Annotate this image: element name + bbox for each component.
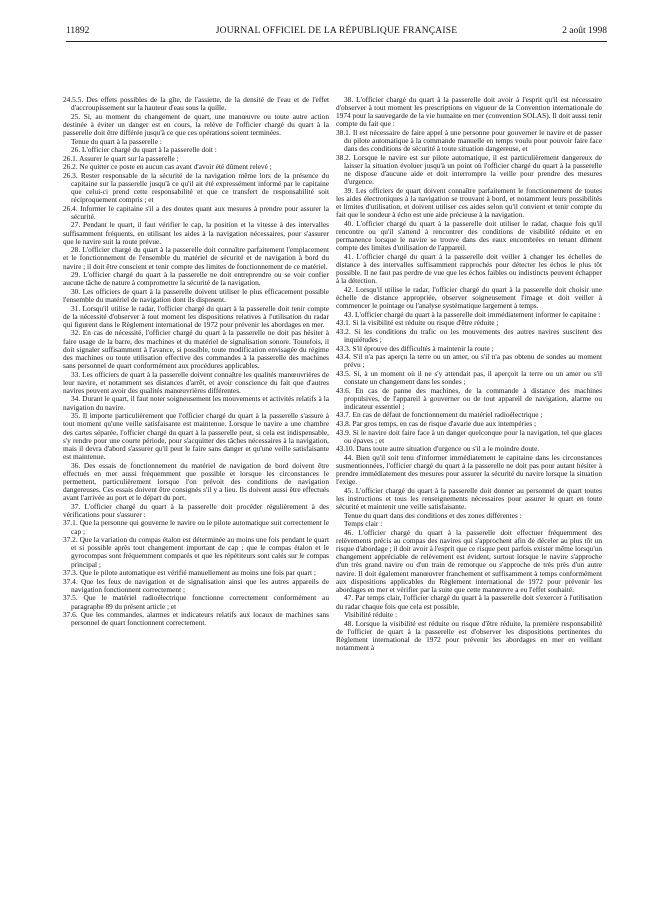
paragraph: 39. Les officiers de quart doivent connaître parfaitement le fonctionnement de toutes les aides électroniques à la navigation se trouvant à bord, et notamment leurs possibilités et limites d'utilisation, et doivent utiliser ces aides selon qu'il convient et tenir compte du fait que le sondeur à écho est une aide précieuse à la navigation. bbox=[336, 185, 602, 220]
list-item: 37.6. Que les commandes, alarmes et indicateurs relatifs aux locaux de machines sans personnel de quart fonctionnent correctement. bbox=[63, 610, 329, 628]
list-item: 37.4. Que les feux de navigation et de signalisation ainsi que les autres appareils de navigation fonctionnent correctement ; bbox=[63, 576, 329, 594]
list-item: 37.3. Que le pilote automatique est vérifié manuellement au moins une fois par quart ; bbox=[63, 568, 316, 578]
list-item: 38.1. Il est nécessaire de faire appel à une personne pour gouverner le navire et de passer du pilote automatique à la commande manuelle en temps voulu pour pouvoir faire face dans des conditions de sécurité à toute situation dangereuse, et bbox=[336, 128, 602, 154]
list-item: 43.6. En cas de panne des machines, de la commande à distance des machines propulsives, de l'appareil à gouverner ou de tout appareil de navigation, alarme ou indicateur essentiel ; bbox=[336, 385, 602, 411]
paragraph: 27. Pendant le quart, il faut vérifier le cap, la position et la vitesse à des intervalles suffisamment fréquents, en utilisant les aides à la navigation nécessaires, pour s'assurer que le navire suit la route prévue. bbox=[63, 220, 329, 246]
paragraph: 25. Si, au moment du changement de quart, une manœuvre ou toute autre action destinée à éviter un danger est en cours, la relève de l'officier chargé du quart à la passerelle doit être différée jusqu'à ce que ces opérations soient terminées. bbox=[63, 111, 329, 138]
list-item: 43.10. Dans toute autre situation d'urgence ou s'il a le moindre doute. bbox=[336, 444, 540, 454]
page-number: 11892 bbox=[66, 26, 90, 36]
paragraph: 47. Par temps clair, l'officier chargé du quart à la passerelle doit s'exercer à l'utilisation du radar chaque fois que cela est possible. bbox=[336, 593, 602, 611]
paragraph: 28. L'officier chargé du quart à la passerelle doit connaître parfaitement l'emplacement et le fonctionnement de l'ensemble du matériel de sécurité et de navigation à bord du navire ; il doit être conscient et tenir compte des limites de fonctionnement de ce matériel. bbox=[63, 245, 329, 271]
list-item: 38.2. Lorsque le navire est sur pilote automatique, il est particulièrement dangereux de laisser la situation évoluer jusqu'à un point où l'officier chargé du quart à la passerelle ne dispose d'aucune aide et doit interrompre la veille pour prendre des mesures d'urgence. bbox=[336, 152, 602, 187]
paragraph: 38. L'officier chargé du quart à la passerelle doit avoir à l'esprit qu'il est nécessaire d'observer à tout moment les prescriptions en vigueur de la Convention internationale de 1974 pour la sauvegarde de la vie humaine en mer (convention SOLAS). Il doit aussi tenir compte du fait que : bbox=[336, 96, 602, 129]
list-item: 37.5. Que le matériel radioélectrique fonctionne correctement conformément au paragraphe 89 du présent article ; et bbox=[63, 593, 329, 611]
paragraph: 35. Il importe particulièrement que l'officier chargé du quart à la passerelle s'assure à tout moment qu'une veille satisfaisante est maintenue. Lorsque le navire a une chambre des cartes séparée, l'officier chargé du quart à la passerelle peut, si cela est indispensable, s'y rendre pour une courte période, pour s'acquitter des tâches nécessaires à la navigation, mais il devra d'abord s'assurer qu'il peut le faire sans danger et qu'une veille satisfaisante est maintenue. bbox=[63, 411, 329, 461]
paragraph: 30. Les officiers de quart à la passerelle doivent utiliser le plus efficacement possible l'ensemble du matériel de navigation dont ils disposent. bbox=[63, 286, 329, 305]
paragraph: 36. Des essais de fonctionnement du matériel de navigation de bord doivent être effectués en mer aussi fréquemment que possible et lorsque les circonstances le permettent, particulièrement lorsque l'on prévoit des conditions de navigation dangereuses. Ces essais doivent être consignés s'il y a lieu. Ils doivent aussi être effectués avant l'arrivée au port et le départ du port. bbox=[63, 460, 329, 503]
list-item: 43.4. S'il n'a pas aperçu la terre ou un amer, ou s'il n'a pas obtenu de sondes au moment prévu ; bbox=[336, 352, 602, 370]
paragraph: 43. L'officier chargé du quart à la passerelle doit immédiatement informer le capitaine : bbox=[344, 309, 601, 319]
header-rule bbox=[66, 41, 607, 42]
paragraph: 31. Lorsqu'il utilise le radar, l'officier chargé du quart à la passerelle doit tenir compte de la nécessité d'observer à tout moment les dispositions relatives à l'utilisation du radar qui figurent dans le Règlement international de 1972 pour prévenir les abordages en mer. bbox=[63, 303, 329, 329]
paragraph: Visibilité réduite : bbox=[344, 610, 397, 620]
list-item: 24.5.5. Des effets possibles de la gîte, de l'assiette, de la densité de l'eau et de l'effet d'accroupissement sur la hauteur d'eau sous la quille. bbox=[63, 96, 329, 113]
list-item: 43.3. S'il éprouve des difficultés à maintenir la route ; bbox=[336, 343, 494, 353]
paragraph: Tenue du quart à la passerelle : bbox=[71, 136, 162, 146]
paragraph: 41. L'officier chargé du quart à la passerelle doit veiller à changer les échelles de distance à des intervalles suffisamment rapprochés pour détecter les échos le plus tôt possible. Il ne faut pas perdre de vue que les échos faibles ou indistincts peuvent échapper à la détection. bbox=[336, 251, 602, 286]
paragraph: 33. Les officiers de quart à la passerelle doivent connaître les qualités manœuvrières de leur navire, et notamment ses distances d'arrêt, et avoir conscience du fait que d'autres navires peuvent avoir des qualités manœuvrières différentes. bbox=[63, 369, 329, 395]
left-column bbox=[63, 96, 329, 896]
journal-title: JOURNAL OFFICIEL DE LA RÉPUBLIQUE FRANÇAISE bbox=[215, 26, 458, 36]
paragraph: 46. L'officier chargé du quart à la passerelle doit effectuer fréquemment des relèvements précis au compas des navires qui s'approchent afin de déceler au plus tôt un risque d'abordage ; il doit avoir à l'esprit que ce risque peut parfois exister même lorsqu'un changement appréciable de relèvement est évident, surtout lorsque le navire s'approche d'un très grand navire ou d'un train de remorque ou s'approche de très près d'un autre navire. Il doit également manœuvrer franchement et suffisamment à temps conformément aux dispositions applicables du Règlement international de 1972 pour prévenir les abordages en mer et vérifier par la suite que cette manœuvre a eu l'effet souhaité. bbox=[336, 527, 602, 594]
paragraph: 32. En cas de nécessité, l'officier chargé du quart à la passerelle ne doit pas hésiter à faire usage de la barre, des machines et du matériel de signalisation sonore. Toutefois, il doit signaler suffisamment à l'avance, si possible, toute modification envisagée du régime des machines ou toute utilisation effective des commandes à la passerelle des machines sans personnel de quart conformément aux procédures applicables. bbox=[63, 328, 329, 371]
paragraph: Tenue du quart dans des conditions et des zones différentes : bbox=[344, 510, 522, 520]
paragraph: 42. Lorsqu'il utilise le radar, l'officier chargé du quart à la passerelle doit choisir une échelle de distance appropriée, observer soigneusement l'image et doit veiller à commencer le pointage ou l'analyse systématique largement à temps. bbox=[336, 284, 602, 311]
list-item: 43.7. En cas de défaut de fonctionnement du matériel radioélectrique ; bbox=[336, 410, 543, 420]
list-item: 26.1. Assurer le quart sur la passerelle ; bbox=[63, 153, 179, 163]
paragraph: 48. Lorsque la visibilité est réduite ou risque d'être réduite, la première responsabilité de l'officier de quart à la passerelle est d'observer les dispositions pertinentes du Règlement international de 1972 pour prévenir les abordages en mer en veillant notamment à bbox=[336, 618, 602, 653]
list-item: 43.9. Si le navire doit faire face à un danger quelconque pour la navigation, tel que glaces ou épaves ; et bbox=[336, 427, 602, 445]
paragraph: 40. L'officier chargé du quart à la passerelle doit utiliser le radar, chaque fois qu'il rencontre ou qu'il s'attend à rencontrer des conditions de visibilité réduite et en permanence lorsque le navire se trouve dans des eaux encombrées en tenant dûment compte des limites d'utilisation de l'appareil. bbox=[336, 218, 602, 253]
right-column bbox=[336, 96, 602, 896]
list-item: 43.5. Si, à un moment où il ne s'y attendait pas, il aperçoit la terre ou un amer ou s'il constate un changement dans les sondes ; bbox=[336, 368, 602, 386]
publication-date: 2 août 1998 bbox=[562, 26, 607, 36]
list-item: 43.1. Si la visibilité est réduite ou risque d'être réduite ; bbox=[336, 318, 499, 328]
paragraph: 44. Bien qu'il soit tenu d'informer immédiatement le capitaine dans les circonstances susmentionnées, l'officier chargé du quart à la passerelle ne doit pas pour autant hésiter à prendre immédiatement des mesures pour assurer la sécurité du navire lorsque la situation l'exige. bbox=[336, 452, 602, 487]
list-item: 26.4. Informer le capitaine s'il a des doutes quant aux mesures à prendre pour assurer la sécurité. bbox=[63, 203, 329, 221]
list-item: 43.8. Par gros temps, en cas de risque d'avarie due aux intempéries ; bbox=[336, 418, 537, 428]
paragraph: 37. L'officier chargé du quart à la passerelle doit procéder régulièrement à des vérifications pour s'assurer : bbox=[63, 501, 329, 519]
paragraph: 29. L'officier chargé du quart à la passerelle ne doit entreprendre ou se voir confier aucune tâche de nature à compromettre la sécurité de la navigation. bbox=[63, 270, 329, 288]
paragraph: Temps clair : bbox=[344, 519, 383, 529]
paragraph: 45. L'officier chargé du quart à la passerelle doit donner au personnel de quart toutes les instructions et tous les renseignements nécessaires pour assurer le quart en toute sécurité et maintenir une veille satisfaisante. bbox=[336, 485, 602, 512]
list-item: 26.3. Rester responsable de la sécurité de la navigation même lors de la présence du capitaine sur la passerelle jusqu'à ce qu'il ait été expressément informé par le capitaine que celui-ci prend cette responsabilité et que ce transfert de responsabilité soit réciproquement compris ; et bbox=[63, 170, 329, 205]
paragraph: 34. Durant le quart, il faut noter soigneusement les mouvements et activités relatifs à la navigation du navire. bbox=[63, 394, 329, 412]
list-item: 37.1. Que la personne qui gouverne le navire ou le pilote automatique suit correctement le cap ; bbox=[63, 518, 329, 536]
list-item: 37.2. Que la variation du compas étalon est déterminée au moins une fois pendant le quart et si possible après tout changement important de cap ; que le compas étalon et le gyrocompas sont fréquemment comparés et que les répétiteurs sont calés sur le compas principal ; bbox=[63, 535, 329, 569]
paragraph: 26. L'officier chargé du quart à la passerelle doit : bbox=[71, 145, 217, 155]
page-header bbox=[66, 26, 607, 40]
list-item: 26.2. Ne quitter ce poste en aucun cas avant d'avoir été dûment relevé ; bbox=[63, 162, 272, 172]
list-item: 43.2. Si les conditions du trafic ou les mouvements des autres navires suscitent des inquiétudes ; bbox=[336, 326, 602, 345]
